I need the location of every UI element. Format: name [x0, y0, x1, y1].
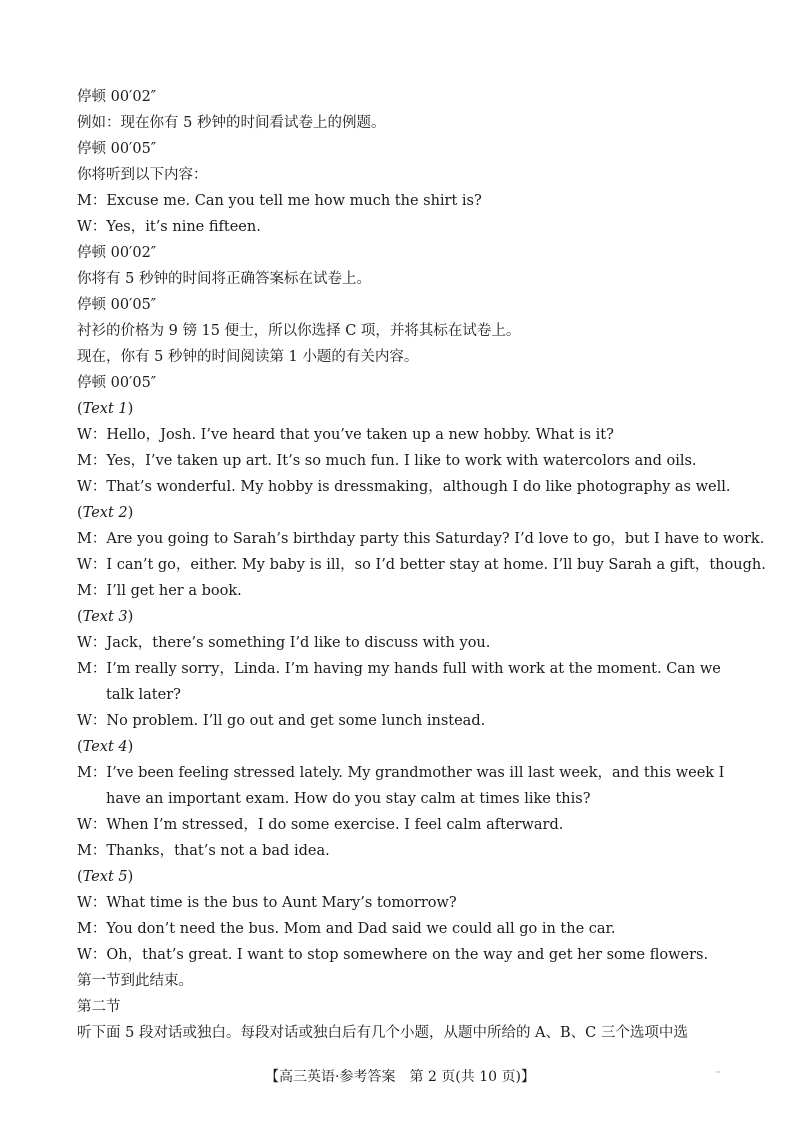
dialogue-line: W：No problem. I’ll go out and get some lunch instead. — [77, 713, 486, 729]
dialogue-line: M：I’m really sorry，Linda. I’m having my hands full with work at the moment. Can we talk later? — [77, 661, 721, 703]
pause-marker: 停顿 00′05″ — [77, 141, 157, 157]
text-heading: (Text 1) — [77, 401, 134, 417]
pause-marker: 停顿 00′02″ — [77, 245, 157, 261]
instruction-line: 现在，你有 5 秒钟的时间阅读第 1 小题的有关内容。 — [77, 349, 419, 365]
text-heading: (Text 3) — [77, 609, 134, 625]
dialogue-line: W：Oh，that’s great. I want to stop somewhere on the way and get her some flowers. — [77, 947, 709, 963]
text-heading: (Text 2) — [77, 505, 134, 521]
dialogue-line: M：Excuse me. Can you tell me how much the shirt is? — [77, 193, 482, 209]
dialogue-line: M：Are you going to Sarah’s birthday party this Saturday? I’d love to go，but I have to work. — [77, 531, 765, 547]
dialogue-line: W：When I’m stressed，I do some exercise. I feel calm afterward. — [77, 817, 564, 833]
dialogue-line: W：Hello，Josh. I’ve heard that you’ve taken up a new hobby. What is it? — [77, 427, 614, 443]
instruction-line: 你将听到以下内容： — [77, 167, 208, 183]
dialogue-line: M：I’ve been feeling stressed lately. My grandmother was ill last week，and this week I have an important exam. How do you stay calm at times like this? — [77, 765, 725, 807]
dialogue-line: W：Jack，there’s something I’d like to discuss with you. — [77, 635, 491, 651]
dialogue-line: M：Thanks，that’s not a bad idea. — [77, 843, 330, 859]
section-heading: 第二节 — [77, 999, 121, 1015]
text-heading: (Text 5) — [77, 869, 134, 885]
dialogue-line: W：Yes，it’s nine fifteen. — [77, 219, 261, 235]
text-heading-label: Text 4 — [82, 739, 128, 755]
section-end-line: 第一节到此结束。 — [77, 973, 193, 989]
text-heading-label: Text 5 — [82, 869, 128, 885]
instruction-line: 例如：现在你有 5 秒钟的时间看试卷上的例题。 — [77, 115, 386, 131]
dialogue-line: W：That’s wonderful. My hobby is dressmaking，although I do like photography as well. — [77, 479, 731, 495]
transcript-body — [77, 84, 766, 1046]
text-heading: (Text 4) — [77, 739, 134, 755]
dialogue-line: M：You don’t need the bus. Mom and Dad said we could all go in the car. — [77, 921, 616, 937]
pause-marker: 停顿 00′02″ — [77, 89, 157, 105]
text-heading-label: Text 2 — [82, 505, 128, 521]
instruction-line: 听下面 5 段对话或独白。每段对话或独白后有几个小题，从题中所给的 A、B、C 三个选项中选 — [77, 1025, 688, 1041]
text-heading-label: Text 3 — [82, 609, 128, 625]
dialogue-line: M：Yes，I’ve taken up art. It’s so much fun. I like to work with watercolors and oils. — [77, 453, 697, 469]
text-heading-label: Text 1 — [82, 401, 128, 417]
instruction-line: 你将有 5 秒钟的时间将正确答案标在试卷上。 — [77, 271, 371, 287]
page-footer: 【高三英语·参考答案 第 2 页(共 10 页)】 — [265, 1069, 535, 1085]
pause-marker: 停顿 00′05″ — [77, 375, 157, 391]
dialogue-line: M：I’ll get her a book. — [77, 583, 242, 599]
instruction-line: 衬衫的价格为 9 镑 15 便士，所以你选择 C 项，并将其标在试卷上。 — [77, 323, 521, 339]
dialogue-line: W：What time is the bus to Aunt Mary’s tomorrow? — [77, 895, 457, 911]
pause-marker: 停顿 00′05″ — [77, 297, 157, 313]
dialogue-line: W：I can’t go，either. My baby is ill，so I’d better stay at home. I’ll buy Sarah a gift，though. — [77, 557, 766, 573]
corner-mark: ·· — [716, 1068, 722, 1077]
